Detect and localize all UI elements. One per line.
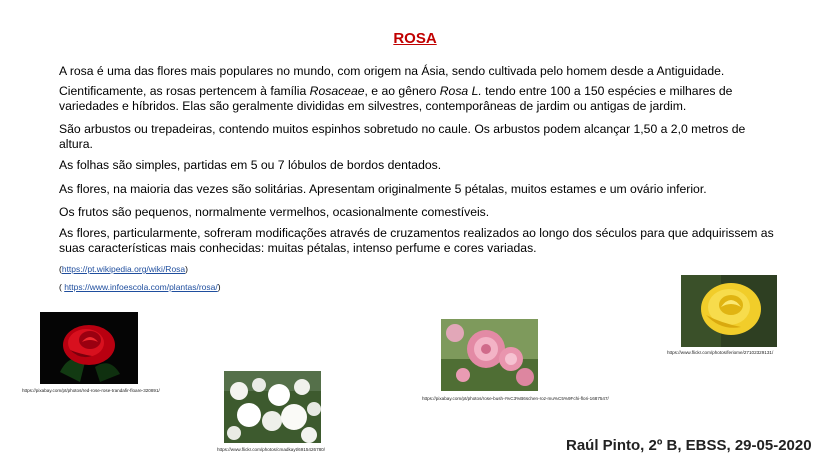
bracket-open: (: [59, 264, 62, 274]
white-roses-image: [224, 371, 321, 443]
bracket-close: ): [217, 282, 221, 292]
paragraph-modifications: As flores, particularmente, sofreram modificações através de cruzamentos realizados ao longo dos séculos para que adquirissem as suas características mais conhecidas: muitas pétalas, intenso perfume e cores variadas.: [59, 226, 774, 255]
white-roses-caption: https://www.flickr.com/photos/cmadkayt/6915426780/: [217, 447, 326, 452]
paragraph-shrubs: São arbustos ou trepadeiras, contendo muitos espinhos sobretudo no caule. Os arbustos podem alcançar 1,50 a 2,0 metros de altura.: [59, 122, 746, 151]
paragraph-origin: A rosa é uma das flores mais populares no mundo, com origem na Ásia, sendo cultivada pelo homem desde a Antiguidade.: [59, 64, 725, 78]
pink-roses-image: [441, 319, 538, 391]
paragraph-fruits: Os frutos são pequenos, normalmente vermelhos, ocasionalmente comestíveis.: [59, 205, 490, 219]
wikipedia-link[interactable]: https://pt.wikipedia.org/wiki/Rosa: [61, 264, 186, 274]
red-rose-caption: https://pixabay.com/pt/photos/red-rose-rose-trandafir-floare-320891/: [22, 388, 160, 393]
source-infoescola: [59, 282, 221, 292]
paragraph-text: tendo entre 100 a 150 espécies e milhares de variedades e híbridos. Elas são geralmente divididas em silvestres, contemporâneas de jardim ou antigas de jardim.: [59, 84, 733, 113]
author-signature: Raúl Pinto, 2º B, EBSS, 29-05-2020: [566, 437, 812, 454]
page-title: ROSA: [393, 30, 437, 47]
paragraph-text: , e ao gênero: [364, 84, 440, 98]
genus-name: Rosa L.: [439, 84, 482, 98]
bracket-open: (: [59, 282, 65, 292]
paragraph-classification: [59, 84, 774, 113]
yellow-rose-image: [681, 275, 777, 347]
pink-roses-caption: https://pixabay.com/pt/photos/rose-bush-r%C3%B6schen-roz-mu%C5%9Fchi-flori-1687547/: [422, 396, 609, 401]
family-name: Rosaceae: [309, 84, 365, 98]
paragraph-leaves: As folhas são simples, partidas em 5 ou 7 lóbulos de bordos dentados.: [59, 158, 442, 172]
bracket-close: ): [185, 264, 188, 274]
red-rose-image: [40, 312, 138, 384]
yellow-rose-caption: https://www.flickr.com/photos/feriome/27102329131/: [667, 350, 774, 355]
infoescola-link[interactable]: https://www.infoescola.com/plantas/rosa/: [64, 282, 218, 292]
source-wikipedia: [59, 264, 188, 274]
paragraph-text: Cientificamente, as rosas pertencem à família: [59, 84, 310, 98]
paragraph-flowers: As flores, na maioria das vezes são solitárias. Apresentam originalmente 5 pétalas, muitos estames e um ovário inferior.: [59, 182, 707, 196]
